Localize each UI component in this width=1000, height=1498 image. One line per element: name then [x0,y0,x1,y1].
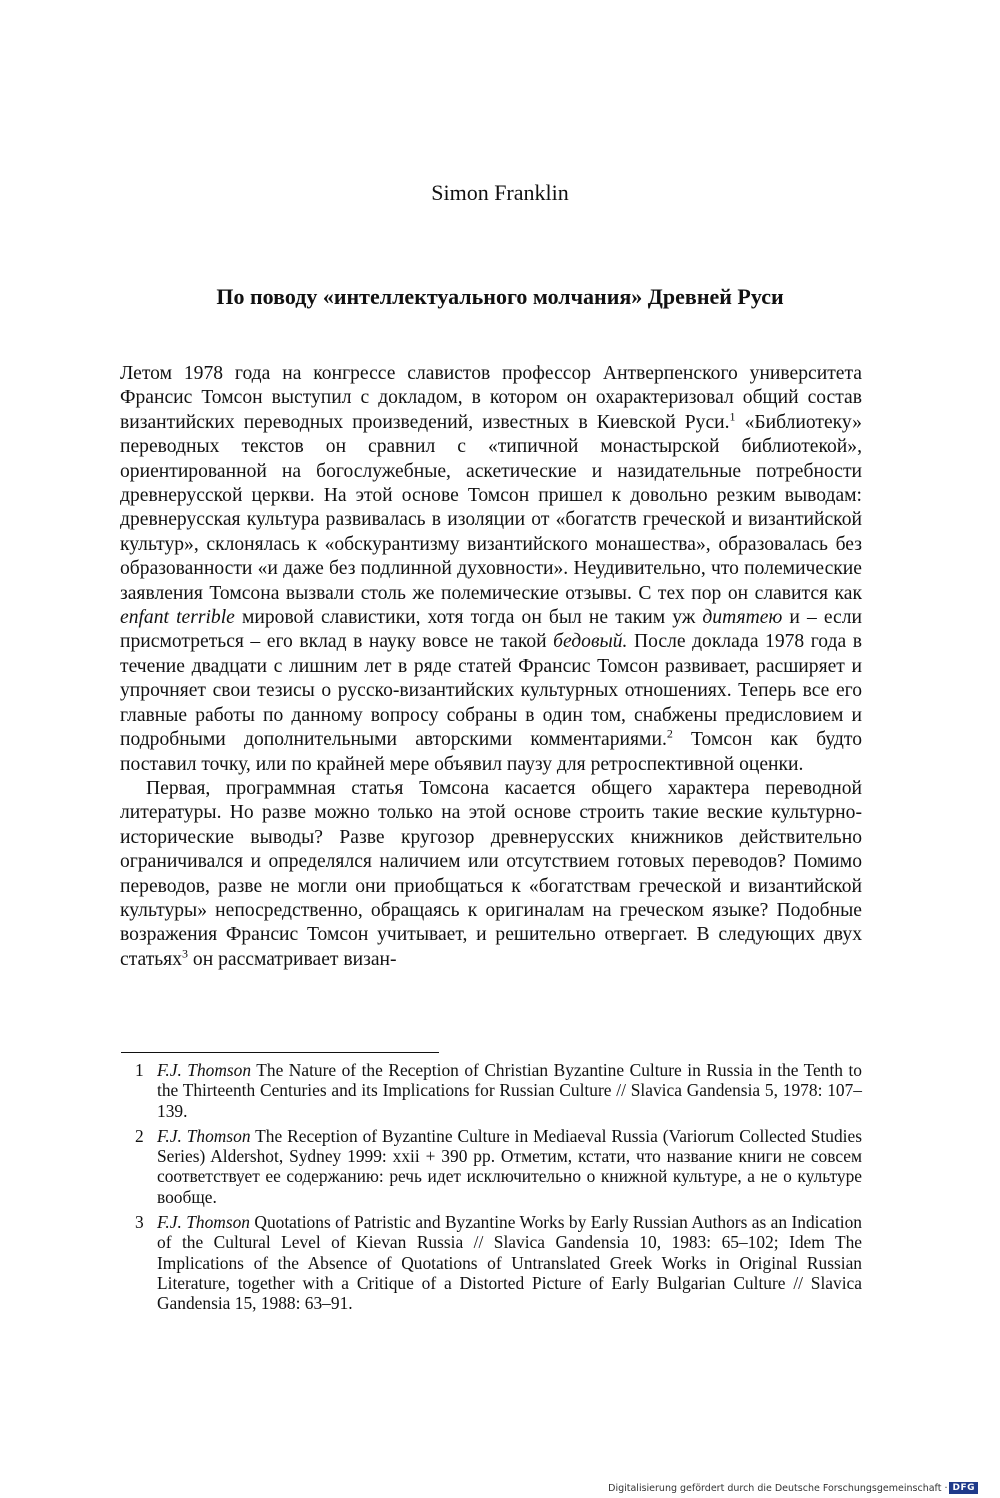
footnote-2: 2 F.J. Thomson The Reception of Byzantine Culture in Mediaeval Russia (Variorum Collected Studies Series) Aldershot, Sydney 1999: xxii + 390 pp. Отметим, кстати, что название книги не совсем соответствует ее содержанию: речь идет исключительно о книжной культуре, а не о культуре вообще. [135,1125,862,1207]
credit-text: Digitalisierung gefördert durch die Deutsche Forschungsgemeinschaft · [608,1482,948,1494]
footnote-ref-2[interactable]: 2 [666,726,673,741]
author-name: Simon Franklin [431,180,569,205]
footnote-ref-3[interactable]: 3 [182,946,188,961]
footnote-author: F.J. Thomson [157,1125,251,1146]
footnote-3: 3 F.J. Thomson Quotations of Patristic and Byzantine Works by Early Russian Authors as an Indication of the Cultural Level of Kievan Russia // Slavica Gandensia 10, 1983: 65–102; Idem The Implications of the Absence of Quotations of Untranslated Greek Works in Original Russian Literature, together with a Critique of a Distorted Picture of Early Bulgarian Culture // Slavica Gandensia 15, 1988: 63–91. [135,1212,862,1314]
footnote-number: 3 [135,1212,144,1233]
footnotes [135,1060,862,1319]
footnote-number: 2 [135,1125,144,1146]
article-title: По поводу «интеллектуального молчания» Древней Руси [216,284,784,309]
footnote-separator [121,1052,439,1053]
digitization-credit [608,1482,978,1494]
footnote-1: 1 F.J. Thomson The Nature of the Reception of Christian Byzantine Culture in Russia in the Tenth to the Thirteenth Centuries and its Implications for Russian Culture // Slavica Gandensia 5, 1978: 107–139. [135,1060,862,1121]
paragraph-2: Первая, программная статья Томсона касается общего характера переводной литературы. Но разве можно только на этой основе строить такие веские культурно-исторические выводы? Разве кругозор древнерусских книжников действительно ограничивался и определялся наличием или отсутствием готовых переводов? Помимо переводов, разве не могли они приобщаться к «богатствам греческой и византийской культуры» непосредственно, обращаясь к оригиналам на греческом языке? Подобные возражения Франсис Томсон учитывает, и решительно отвергает. В следующих двух статьях$^3$ он рассматривает визан- [120,777,862,970]
dfg-logo: DFG [949,1482,978,1494]
footnote-ref-1[interactable]: 1 [729,409,736,424]
footnote-number: 1 [135,1060,144,1080]
footnote-author: F.J. Thomson [157,1212,250,1233]
main-text [120,362,862,972]
footnote-author: F.J. Thomson [157,1060,252,1080]
paragraph-1: Летом 1978 года на конгрессе славистов профессор Антверпенского университета Франсис Томсон выступил с докладом, в котором он охарактеризовал общий состав византийских переводных произведений, известных в Киевской Руси.$^1$ «Библиотеку» переводных текстов он сравнил с «типичной монастырской библиотекой», ориентированной на богослужебные, аскетические и назидательные потребности древнерусской церкви. На этой основе Томсон пришел к довольно резким выводам: древнерусская культура развивалась в изоляции от «богатств греческой и византийской культур», склонялась к «обскурантизму византийского монашества», образовалась без образованности «и даже без подлинной духовности». Неудивительно, что полемические заявления Томсона вызвали столь же полемические отзывы. С тех пор он славится как enfant terrible мировой славистики, хотя тогда он был не таким уж дитятею и – если присмотреться – его вклад в науку вовсе не такой бедовый. После доклада 1978 года в течение двадцати с лишним лет в ряде статей Франсис Томсон развивает, расширяет и упрочняет свои тезисы о русско-византийских культурных отношениях. Теперь все его главные работы по данному вопросу собраны в один том, снабжены предисловием и подробными дополнительными авторскими комментариями.$^2$ Томсон как будто поставил точку, или по крайней мере объявил паузу для ретроспективной оценки. [120,363,862,775]
